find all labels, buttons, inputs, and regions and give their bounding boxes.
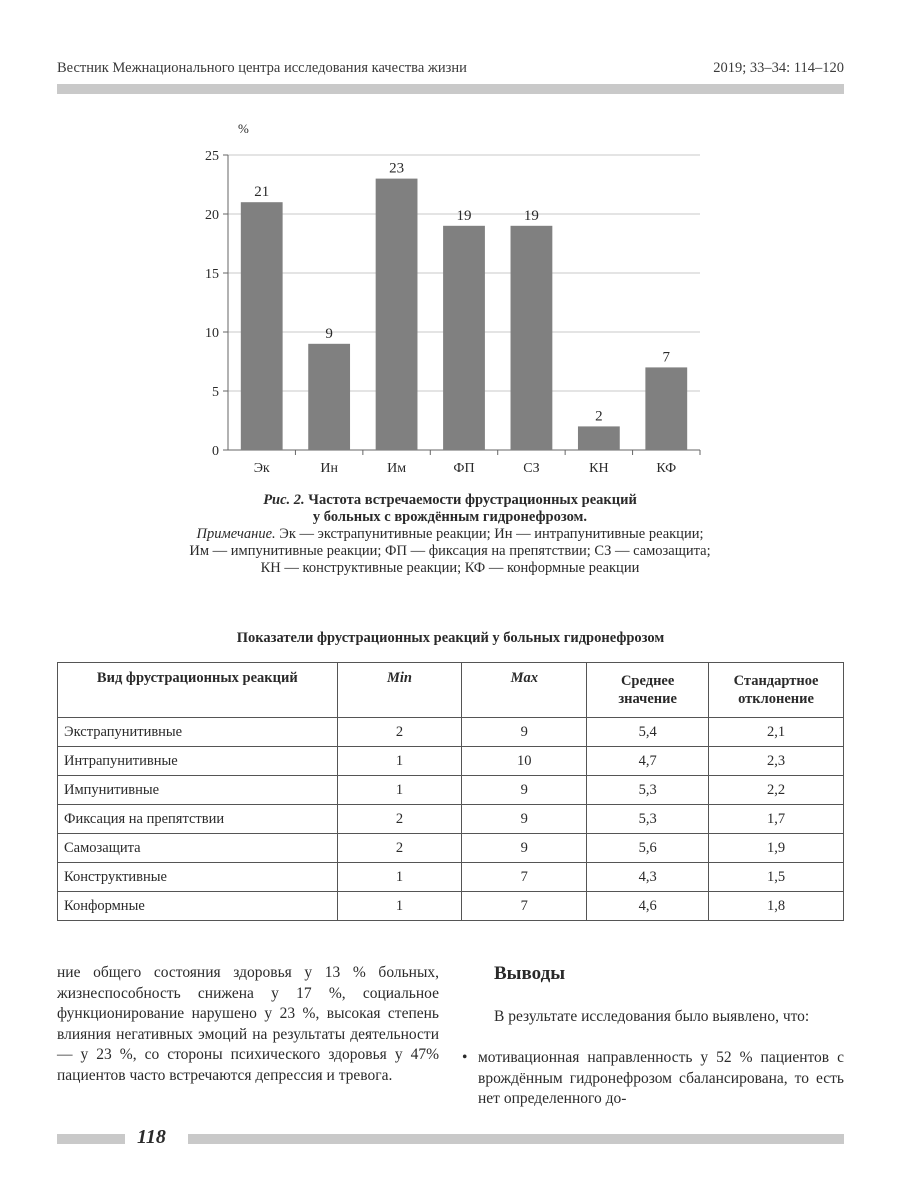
value-cell: 9 bbox=[462, 834, 587, 863]
y-tick-label: 10 bbox=[205, 326, 219, 341]
figure-number: Рис. 2. bbox=[263, 492, 305, 508]
row-label-cell: Импунитивные bbox=[58, 776, 338, 805]
row-label-cell: Конформные bbox=[58, 892, 338, 921]
col-header-mean: Среднее значение bbox=[587, 663, 709, 718]
bar-1 bbox=[308, 344, 350, 450]
value-cell: 2 bbox=[337, 805, 462, 834]
data-label: 21 bbox=[254, 184, 270, 201]
journal-volume: 2019; 33–34: 114–120 bbox=[713, 60, 844, 76]
bar-6 bbox=[645, 367, 687, 450]
data-label: 23 bbox=[389, 160, 405, 177]
conclusions-heading: Выводы bbox=[494, 963, 566, 984]
value-cell: 1 bbox=[337, 892, 462, 921]
y-tick-label: 5 bbox=[212, 385, 219, 400]
row-label-cell: Экстрапунитивные bbox=[58, 718, 338, 747]
col-header-sd: Стандартное отклонение bbox=[709, 663, 844, 718]
value-cell: 9 bbox=[462, 776, 587, 805]
figure-title-line2: у больных с врождённым гидронефрозом. bbox=[312, 509, 588, 525]
row-label-cell: Конструктивные bbox=[58, 863, 338, 892]
table-row bbox=[58, 718, 844, 747]
note-line2: Им — импунитивные реакции; ФП — фиксация на препятствии; СЗ — самозащита; bbox=[189, 543, 711, 559]
data-label: 7 bbox=[662, 349, 671, 366]
y-tick-label: 20 bbox=[205, 208, 219, 223]
value-cell: 1 bbox=[337, 747, 462, 776]
x-tick-label: Эк bbox=[253, 461, 270, 476]
value-cell: 5,3 bbox=[587, 805, 709, 834]
value-cell: 5,4 bbox=[587, 718, 709, 747]
bar-3 bbox=[443, 226, 485, 450]
x-tick-label: СЗ bbox=[523, 461, 540, 476]
value-cell: 9 bbox=[462, 805, 587, 834]
note-line1: Эк — экстрапунитивные реакции; Ин — интрапунитивные реакции; bbox=[279, 526, 704, 542]
conclusions-intro: В результате исследования было выявлено, что: bbox=[494, 1008, 810, 1025]
value-cell: 2 bbox=[337, 718, 462, 747]
footer-rule-left bbox=[57, 1134, 125, 1144]
value-cell: 2,3 bbox=[709, 747, 844, 776]
footer-rule-right bbox=[188, 1134, 844, 1144]
bar-2 bbox=[376, 179, 418, 450]
col-header-max: Max bbox=[462, 663, 587, 718]
value-cell: 9 bbox=[462, 718, 587, 747]
value-cell: 4,7 bbox=[587, 747, 709, 776]
journal-title: Вестник Межнационального центра исследования качества жизни bbox=[57, 60, 467, 76]
bar-0 bbox=[241, 202, 283, 450]
row-label-cell: Фиксация на препятствии bbox=[58, 805, 338, 834]
figure-title-line1: Частота встречаемости фрустрационных реакций bbox=[308, 492, 637, 508]
value-cell: 1,5 bbox=[709, 863, 844, 892]
data-label: 19 bbox=[456, 207, 472, 224]
figure-title bbox=[100, 492, 800, 509]
table-row bbox=[58, 863, 844, 892]
y-tick-label: 25 bbox=[205, 149, 219, 164]
table-row bbox=[58, 776, 844, 805]
x-tick-label: Ин bbox=[320, 461, 338, 476]
value-cell: 1,8 bbox=[709, 892, 844, 921]
x-tick-label: КФ bbox=[656, 461, 677, 476]
value-cell: 7 bbox=[462, 863, 587, 892]
table-row bbox=[58, 805, 844, 834]
table-title: Показатели фрустрационных реакций у больных гидронефрозом bbox=[236, 630, 665, 646]
row-label-cell: Самозащита bbox=[58, 834, 338, 863]
note-line3: КН — конструктивные реакции; КФ — конформные реакции bbox=[260, 560, 640, 576]
y-tick-label: 0 bbox=[212, 444, 219, 459]
value-cell: 1,7 bbox=[709, 805, 844, 834]
value-cell: 1,9 bbox=[709, 834, 844, 863]
value-cell: 7 bbox=[462, 892, 587, 921]
page-number: 118 bbox=[137, 1126, 166, 1148]
x-tick-label: КН bbox=[589, 461, 609, 476]
data-label: 2 bbox=[595, 408, 603, 425]
table-row bbox=[58, 834, 844, 863]
bar-5 bbox=[578, 426, 620, 450]
table-body bbox=[58, 718, 844, 921]
value-cell: 1 bbox=[337, 863, 462, 892]
header-rule bbox=[57, 84, 844, 94]
table-row bbox=[58, 747, 844, 776]
value-cell: 2,2 bbox=[709, 776, 844, 805]
y-axis-label: % bbox=[238, 121, 249, 136]
col-header-type: Вид фрустрационных реакций bbox=[58, 663, 338, 718]
figure-caption bbox=[100, 492, 800, 577]
figure-note bbox=[100, 526, 800, 543]
value-cell: 5,3 bbox=[587, 776, 709, 805]
value-cell: 2 bbox=[337, 834, 462, 863]
bullet-mark: • bbox=[462, 1049, 468, 1066]
running-header bbox=[57, 60, 844, 82]
row-label-cell: Интрапунитивные bbox=[58, 747, 338, 776]
value-cell: 5,6 bbox=[587, 834, 709, 863]
left-column-text: ние общего состояния здоровья у 13 % больных, жизнеспособность снижена у 17 %, социальное функционирование нарушено у 23 %, высокая степень влияния негативных эмоций на результаты деятельности — у 23 %, со стороны психического здоровья у 47% пациентов часто встречаются депрессия и тревога. bbox=[57, 964, 439, 1084]
data-label: 19 bbox=[523, 207, 539, 224]
x-tick-label: Им bbox=[387, 461, 407, 476]
bullet-item bbox=[462, 1048, 844, 1110]
y-tick-label: 15 bbox=[205, 267, 219, 282]
data-label: 9 bbox=[325, 325, 333, 342]
col-header-min: Min bbox=[337, 663, 462, 718]
bar-chart bbox=[190, 115, 720, 485]
value-cell: 10 bbox=[462, 747, 587, 776]
data-table bbox=[57, 662, 844, 921]
table-header-row bbox=[58, 663, 844, 718]
value-cell: 4,3 bbox=[587, 863, 709, 892]
note-label: Примечание. bbox=[196, 526, 276, 542]
value-cell: 1 bbox=[337, 776, 462, 805]
bullet-text: мотивационная направленность у 52 % пациентов с врождённым гидронефрозом сбалансирована, то есть нет определенного до- bbox=[478, 1049, 844, 1107]
table-row bbox=[58, 892, 844, 921]
x-tick-label: ФП bbox=[453, 461, 475, 476]
value-cell: 4,6 bbox=[587, 892, 709, 921]
value-cell: 2,1 bbox=[709, 718, 844, 747]
bar-4 bbox=[511, 226, 553, 450]
